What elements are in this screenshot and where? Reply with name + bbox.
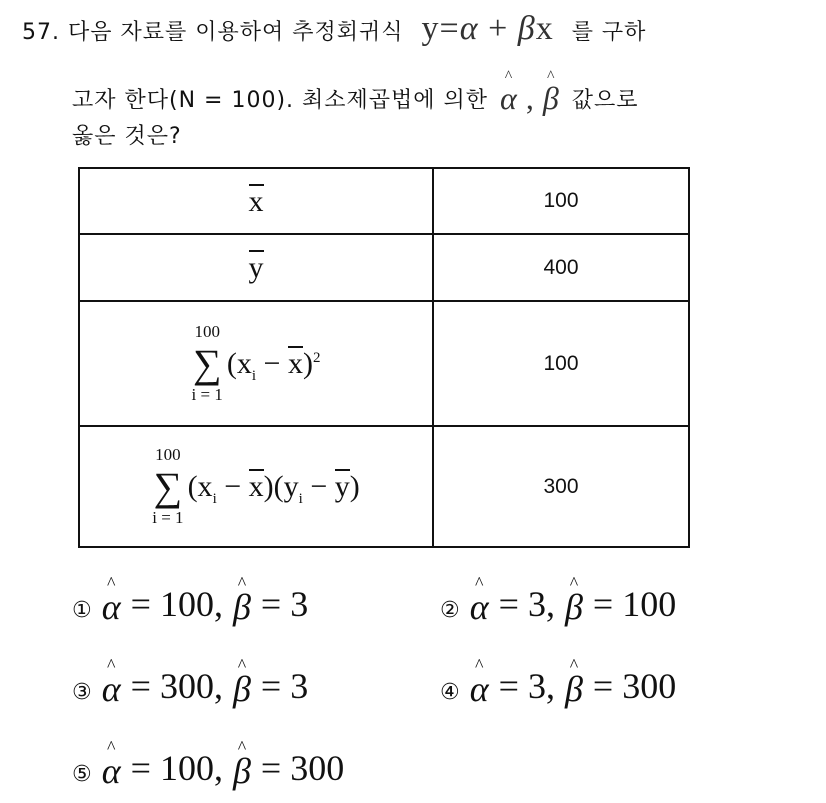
question-line-2 [72,66,639,114]
question-line-3: 옳은 것은? [72,124,182,149]
table-row [79,234,689,301]
table-row [79,426,689,547]
estimates: ^ α , ^ β [500,72,560,114]
option-1[interactable]: ① ^ α = 100, ^ β = 3 [72,578,318,625]
sxy-formula: 100 ∑ i = 1 $(x_i - x)(y_i - y)$ [79,426,433,547]
question-number: 57. [22,20,60,45]
sxx-value: 100 [433,301,689,426]
question-text: 값으로 [571,87,639,113]
regression-formula: y=α + βx [421,10,554,47]
y-bar-value: 400 [433,234,689,301]
option-2[interactable]: ② ^ α = 3, ^ β = 100 [440,578,686,625]
option-5[interactable]: ⑤ ^ α = 100, ^ β = 300 [72,742,354,789]
question-line-1 [22,10,646,48]
question-text: 고자 한다(N = 100). 최소제곱법에 의한 [72,87,489,113]
table-row [79,168,689,234]
question-text: 다음 자료를 이용하여 추정회귀식 [68,20,404,45]
x-bar-value: 100 [433,168,689,234]
question-text: 를 구하 [571,20,647,45]
option-4[interactable]: ④ ^ α = 3, ^ β = 300 [440,660,686,707]
y-bar-label: y [248,251,264,284]
data-table [78,167,690,548]
table-row [79,301,689,426]
sxy-value: 300 [433,426,689,547]
x-bar-label: x [248,184,264,218]
option-3[interactable]: ③ ^ α = 300, ^ β = 3 [72,660,318,707]
sxx-formula: 100 ∑ i = 1 $(x_i - x)^2$ [79,301,433,426]
